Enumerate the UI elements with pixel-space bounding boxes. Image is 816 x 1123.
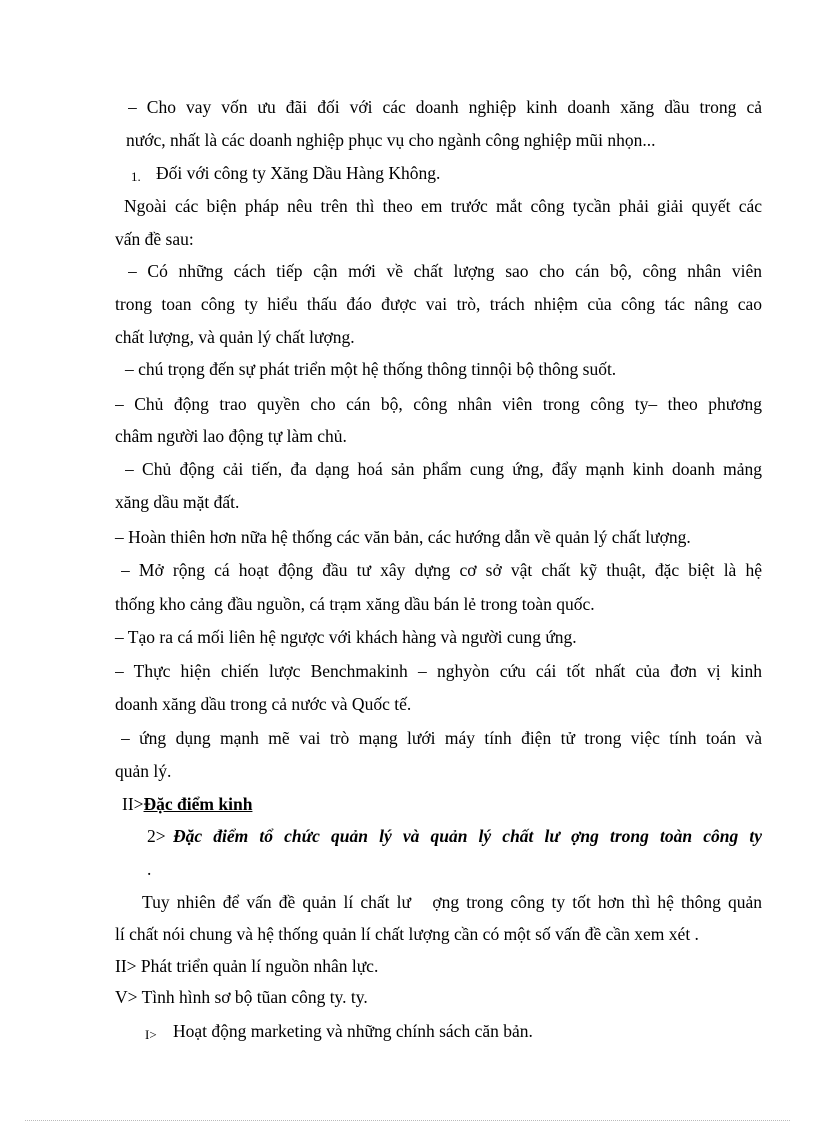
subsection-title: Đặc điểm tổ chức quản lý và quản lý chất lư ợng trong toàn công ty	[173, 826, 762, 846]
paragraph-line: Tuy nhiên để vấn đề quản lí chất lư ợng trong công ty tốt hơn thì hệ thông quản	[142, 892, 762, 912]
list-item-heading: Hoạt động marketing và những chính sách căn bản.	[173, 1021, 533, 1041]
paragraph-line: – Mở rộng cá hoạt động đầu tư xây dựng cơ sở vật chất kỹ thuật, đặc biệt là hệ	[121, 560, 762, 580]
paragraph-line: – Chủ động cải tiến, đa dạng hoá sản phẩm cung ứng, đẩy mạnh kinh doanh mảng	[125, 459, 762, 479]
paragraph-line: Ngoài các biện pháp nêu trên thì theo em trước mắt công tycần phải giải quyết các	[124, 196, 762, 216]
section-marker: II>	[122, 794, 144, 814]
paragraph-line: – Có những cách tiếp cận mới về chất lượng sao cho cán bộ, công nhân viên	[128, 261, 762, 281]
paragraph-line: chất lượng, và quản lý chất lượng.	[115, 327, 355, 347]
paragraph-line: – Chủ động trao quyền cho cán bộ, công nhân viên trong công ty– theo phương	[115, 394, 762, 414]
list-marker: 1.	[131, 169, 141, 184]
paragraph-line: quản lý.	[115, 761, 172, 781]
paragraph-line: – Thực hiện chiến lược Benchmakinh – nghyòn cứu cái tốt nhất của đơn vị kinh	[115, 661, 762, 681]
stray-period: .	[147, 859, 152, 879]
section-heading: V> Tình hình sơ bộ tũan công ty. ty.	[115, 987, 368, 1007]
paragraph-line: – Tạo ra cá mối liên hệ ngược với khách hàng và người cung ứng.	[115, 627, 577, 647]
paragraph-line: – ứng dụng mạnh mẽ vai trò mạng lưới máy tính điện tử trong việc tính toán và	[121, 728, 762, 748]
paragraph-line: lí chất nói chung và hệ thống quản lí chất lượng cần có một số vấn đề cần xem xét .	[115, 924, 699, 944]
paragraph-line: – Cho vay vốn ưu đãi đối với các doanh nghiệp kinh doanh xăng dầu trong cả	[128, 97, 762, 117]
section-title: Đặc điểm kinh	[143, 794, 253, 814]
paragraph-line: doanh xăng dầu trong cả nước và Quốc tế.	[115, 694, 412, 714]
paragraph-line: nước, nhất là các doanh nghiệp phục vụ cho ngành công nghiệp mũi nhọn...	[126, 130, 656, 150]
list-marker: I>	[145, 1027, 157, 1042]
list-item-heading: Đối với công ty Xăng Dầu Hàng Không.	[156, 163, 441, 183]
paragraph-line: vấn đề sau:	[115, 229, 194, 249]
section-heading: II> Phát triển quản lí nguồn nhân lực.	[115, 956, 379, 976]
paragraph-line: trong toan công ty hiểu thấu đáo được vai trò, trách nhiệm của công tác nâng cao	[115, 294, 762, 314]
paragraph-line: thống kho cảng đầu nguồn, cá trạm xăng dầu bán lẻ trong toàn quốc.	[115, 594, 595, 614]
subsection-marker: 2>	[147, 826, 166, 846]
page-bottom-divider	[25, 1120, 790, 1121]
section-heading	[122, 793, 252, 815]
paragraph-line: xăng dầu mặt đất.	[115, 492, 240, 512]
paragraph-line: – chú trọng đến sự phát triển một hệ thống thông tinnội bộ thông suốt.	[125, 359, 617, 379]
paragraph-line: – Hoàn thiên hơn nữa hệ thống các văn bản, các hướng dẫn về quản lý chất lượng.	[115, 527, 691, 547]
paragraph-line: châm người lao động tự làm chủ.	[115, 426, 347, 446]
